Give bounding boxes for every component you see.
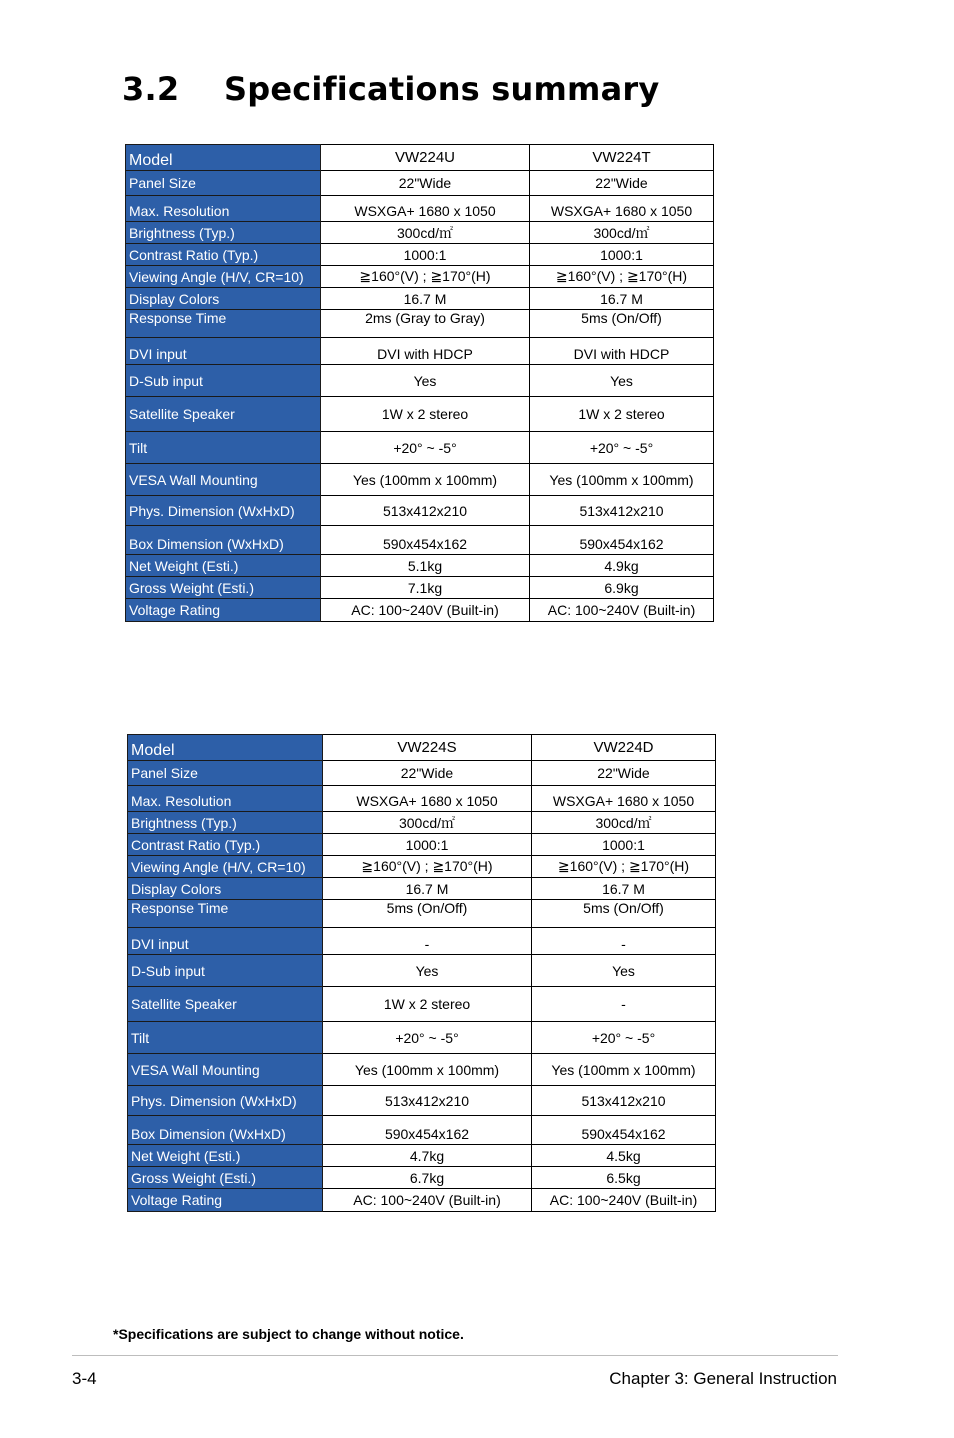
row-label: Tilt (126, 432, 321, 464)
row-value: 1000:1 (530, 244, 714, 266)
table-row (128, 786, 716, 812)
header-label: Model (128, 735, 323, 761)
row-label: D-Sub input (128, 955, 323, 987)
row-value: +20° ~ -5° (323, 1022, 532, 1054)
row-label: Viewing Angle (H/V, CR=10) (126, 266, 321, 288)
row-label: Voltage Rating (128, 1189, 323, 1212)
row-value: Yes (100mm x 100mm) (530, 464, 714, 496)
row-value: 513x412x210 (530, 496, 714, 526)
row-value: 1000:1 (532, 834, 716, 856)
table-row (126, 496, 714, 526)
row-label: VESA Wall Mounting (126, 464, 321, 496)
row-value: ≧160°(V) ; ≧170°(H) (532, 856, 716, 878)
row-value: - (532, 928, 716, 955)
table-row (126, 526, 714, 555)
row-value: 590x454x162 (530, 526, 714, 555)
row-value: 300cd/㎡ (532, 812, 716, 834)
row-value: 6.5kg (532, 1167, 716, 1189)
row-value: - (532, 987, 716, 1022)
row-value: 5.1kg (321, 555, 530, 577)
row-label: Gross Weight (Esti.) (128, 1167, 323, 1189)
row-label: Brightness (Typ.) (128, 812, 323, 834)
row-value: 4.5kg (532, 1145, 716, 1167)
chapter-title: Chapter 3: General Instruction (609, 1369, 837, 1388)
row-value: 1W x 2 stereo (323, 987, 532, 1022)
section-title: Specifications summary (224, 70, 660, 108)
model-name: VW224D (532, 735, 716, 761)
table-row (126, 310, 714, 338)
table-row (128, 1022, 716, 1054)
row-label: Display Colors (126, 288, 321, 310)
table-row (128, 1167, 716, 1189)
row-value: 5ms (On/Off) (530, 310, 714, 338)
table-row (126, 397, 714, 432)
table-row (126, 222, 714, 244)
table-row (126, 464, 714, 496)
row-value: AC: 100~240V (Built-in) (530, 599, 714, 622)
row-label: Satellite Speaker (128, 987, 323, 1022)
row-label: Display Colors (128, 878, 323, 900)
row-value: Yes (532, 955, 716, 987)
row-label: Response Time (128, 900, 323, 928)
table-row (126, 288, 714, 310)
row-label: Phys. Dimension (WxHxD) (126, 496, 321, 526)
table-row (126, 599, 714, 622)
row-label: Phys. Dimension (WxHxD) (128, 1086, 323, 1116)
row-value: 1W x 2 stereo (321, 397, 530, 432)
row-value: Yes (100mm x 100mm) (321, 464, 530, 496)
page-number: 3-4 (72, 1369, 97, 1388)
table-row (128, 1116, 716, 1145)
row-value: 4.7kg (323, 1145, 532, 1167)
row-label: Net Weight (Esti.) (128, 1145, 323, 1167)
table-row (128, 900, 716, 928)
row-label: Brightness (Typ.) (126, 222, 321, 244)
row-value: DVI with HDCP (321, 338, 530, 365)
row-value: Yes (100mm x 100mm) (323, 1054, 532, 1086)
row-value: 300cd/㎡ (323, 812, 532, 834)
table-header-row (126, 145, 714, 171)
row-value: 6.7kg (323, 1167, 532, 1189)
row-value: 513x412x210 (323, 1086, 532, 1116)
row-value: 22"Wide (323, 761, 532, 786)
row-value: 590x454x162 (532, 1116, 716, 1145)
row-label: Max. Resolution (126, 196, 321, 222)
table-row (126, 196, 714, 222)
row-value: 6.9kg (530, 577, 714, 599)
row-value: 1W x 2 stereo (530, 397, 714, 432)
row-value: 7.1kg (321, 577, 530, 599)
table-row (128, 928, 716, 955)
row-value: ≧160°(V) ; ≧170°(H) (321, 266, 530, 288)
row-label: Box Dimension (WxHxD) (126, 526, 321, 555)
table-row (126, 577, 714, 599)
row-value: +20° ~ -5° (321, 432, 530, 464)
row-value: Yes (100mm x 100mm) (532, 1054, 716, 1086)
section-heading (122, 70, 659, 108)
row-label: Panel Size (128, 761, 323, 786)
row-label: Box Dimension (WxHxD) (128, 1116, 323, 1145)
row-label: Panel Size (126, 171, 321, 196)
row-value: +20° ~ -5° (532, 1022, 716, 1054)
table-row (126, 266, 714, 288)
table-row (126, 171, 714, 196)
model-name: VW224T (530, 145, 714, 171)
row-label: Tilt (128, 1022, 323, 1054)
row-label: Viewing Angle (H/V, CR=10) (128, 856, 323, 878)
spec-table-1 (125, 144, 714, 622)
row-label: Max. Resolution (128, 786, 323, 812)
row-value: 4.9kg (530, 555, 714, 577)
row-label: DVI input (126, 338, 321, 365)
row-value: 513x412x210 (321, 496, 530, 526)
row-value: 1000:1 (323, 834, 532, 856)
row-value: 22"Wide (530, 171, 714, 196)
row-value: DVI with HDCP (530, 338, 714, 365)
row-value: WSXGA+ 1680 x 1050 (530, 196, 714, 222)
spec-table-2 (127, 734, 716, 1212)
row-value: AC: 100~240V (Built-in) (323, 1189, 532, 1212)
row-label: VESA Wall Mounting (128, 1054, 323, 1086)
row-label: Contrast Ratio (Typ.) (126, 244, 321, 266)
row-value: 16.7 M (323, 878, 532, 900)
row-value: 1000:1 (321, 244, 530, 266)
row-value: Yes (530, 365, 714, 397)
row-label: Net Weight (Esti.) (126, 555, 321, 577)
table-row (128, 834, 716, 856)
row-value: WSXGA+ 1680 x 1050 (321, 196, 530, 222)
table-row (126, 555, 714, 577)
row-value: Yes (323, 955, 532, 987)
footer-divider (72, 1355, 838, 1356)
row-label: D-Sub input (126, 365, 321, 397)
table-row (126, 338, 714, 365)
row-value: +20° ~ -5° (530, 432, 714, 464)
spec-notice: *Specifications are subject to change without notice. (113, 1326, 464, 1342)
row-value: ≧160°(V) ; ≧170°(H) (530, 266, 714, 288)
table-row (128, 987, 716, 1022)
row-label: Satellite Speaker (126, 397, 321, 432)
row-value: AC: 100~240V (Built-in) (532, 1189, 716, 1212)
table-row (128, 856, 716, 878)
table-row (128, 955, 716, 987)
row-value: 513x412x210 (532, 1086, 716, 1116)
table-row (126, 244, 714, 266)
row-label: Voltage Rating (126, 599, 321, 622)
row-value: 2ms (Gray to Gray) (321, 310, 530, 338)
row-value: 22"Wide (321, 171, 530, 196)
table-row (128, 1145, 716, 1167)
table-header-row (128, 735, 716, 761)
row-value: 5ms (On/Off) (532, 900, 716, 928)
row-value: 16.7 M (321, 288, 530, 310)
row-value: ≧160°(V) ; ≧170°(H) (323, 856, 532, 878)
row-value: AC: 100~240V (Built-in) (321, 599, 530, 622)
header-label: Model (126, 145, 321, 171)
table-row (128, 1086, 716, 1116)
row-label: Contrast Ratio (Typ.) (128, 834, 323, 856)
row-value: WSXGA+ 1680 x 1050 (532, 786, 716, 812)
table-row (128, 1054, 716, 1086)
row-value: 22"Wide (532, 761, 716, 786)
row-value: 16.7 M (532, 878, 716, 900)
row-value: 16.7 M (530, 288, 714, 310)
table-row (126, 365, 714, 397)
row-value: 590x454x162 (323, 1116, 532, 1145)
row-value: 5ms (On/Off) (323, 900, 532, 928)
table-row (126, 432, 714, 464)
model-name: VW224U (321, 145, 530, 171)
row-value: 300cd/㎡ (530, 222, 714, 244)
table-row (128, 812, 716, 834)
table-row (128, 761, 716, 786)
row-label: Response Time (126, 310, 321, 338)
row-value: WSXGA+ 1680 x 1050 (323, 786, 532, 812)
row-label: DVI input (128, 928, 323, 955)
section-number: 3.2 (122, 70, 180, 108)
row-value: 590x454x162 (321, 526, 530, 555)
row-value: 300cd/㎡ (321, 222, 530, 244)
row-value: Yes (321, 365, 530, 397)
model-name: VW224S (323, 735, 532, 761)
table-row (128, 1189, 716, 1212)
table-row (128, 878, 716, 900)
row-label: Gross Weight (Esti.) (126, 577, 321, 599)
row-value: - (323, 928, 532, 955)
